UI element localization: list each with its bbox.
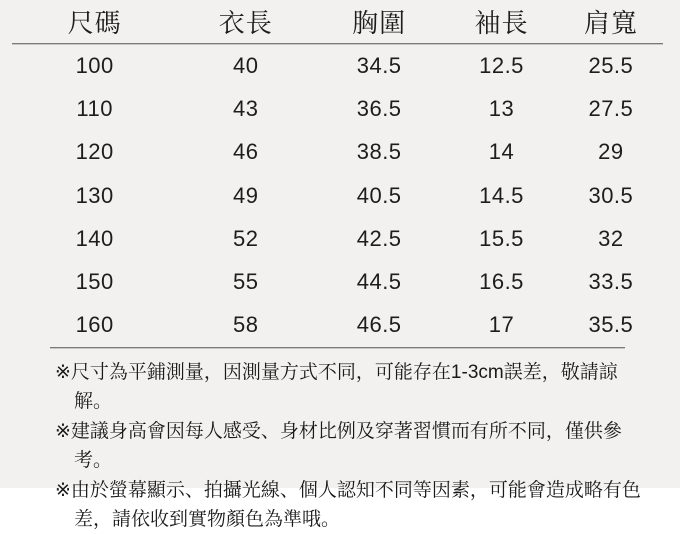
- table-row: [12, 260, 663, 303]
- cell-sleeve: 14: [488, 139, 515, 165]
- column-header-size: 尺碼: [67, 8, 122, 38]
- table-row: [12, 87, 663, 130]
- cell-shoulder: 35.5: [588, 312, 634, 338]
- cell-sleeve: 12.5: [479, 52, 524, 78]
- cell-size: 160: [75, 312, 114, 338]
- cell-shoulder: 25.5: [588, 52, 634, 78]
- cell-chest: 36.5: [356, 95, 402, 121]
- cell-sleeve: 14.5: [479, 182, 524, 208]
- table-row: [12, 304, 663, 347]
- column-header-length: 衣長: [218, 8, 273, 38]
- table-row: [12, 44, 663, 87]
- table-header-row: [12, 0, 663, 43]
- cell-chest: 34.5: [356, 52, 402, 78]
- column-header-shoulder: 肩寬: [583, 8, 638, 38]
- footer-divider-line: [50, 347, 625, 348]
- cell-length: 43: [232, 95, 259, 121]
- cell-chest: 42.5: [356, 225, 402, 251]
- note-color-difference: ※由於螢幕顯示、拍攝光線、個人認知不同等因素，可能會造成略有色差，請依收到實物顏色為準哦。: [55, 480, 641, 531]
- cell-size: 110: [76, 95, 113, 121]
- table-row: [12, 217, 663, 260]
- size-chart-table: [12, 0, 663, 43]
- cell-chest: 40.5: [356, 182, 402, 208]
- note-height-reference: ※建議身高會因每人感受、身材比例及穿著習慣而有所不同，僅供參考。: [55, 421, 622, 472]
- cell-shoulder: 27.5: [588, 95, 634, 121]
- table-row: [12, 131, 663, 174]
- cell-shoulder: 32: [598, 225, 624, 251]
- measurement-notes: [55, 358, 655, 534]
- cell-chest: 38.5: [356, 139, 402, 165]
- size-chart-table-body: [12, 44, 663, 347]
- cell-length: 46: [232, 139, 259, 165]
- cell-sleeve: 13: [488, 95, 515, 121]
- column-header-sleeve: 袖長: [474, 8, 529, 38]
- column-header-chest: 胸圍: [352, 8, 407, 38]
- note-measurement-tolerance: ※尺寸為平鋪測量，因測量方式不同，可能存在1-3cm誤差，敬請諒解。: [55, 362, 618, 413]
- cell-size: 120: [75, 139, 114, 165]
- cell-size: 130: [75, 182, 114, 208]
- cell-length: 52: [232, 225, 259, 251]
- cell-sleeve: 16.5: [479, 269, 524, 295]
- cell-length: 55: [232, 269, 259, 295]
- cell-length: 49: [232, 182, 259, 208]
- table-row: [12, 174, 663, 217]
- cell-chest: 46.5: [356, 312, 402, 338]
- cell-shoulder: 33.5: [588, 269, 634, 295]
- cell-size: 140: [75, 225, 114, 251]
- cell-shoulder: 30.5: [588, 182, 634, 208]
- cell-size: 100: [75, 52, 114, 78]
- cell-sleeve: 17: [488, 312, 515, 338]
- cell-sleeve: 15.5: [479, 225, 524, 251]
- cell-size: 150: [75, 269, 114, 295]
- cell-length: 40: [232, 52, 259, 78]
- cell-length: 58: [232, 312, 259, 338]
- cell-chest: 44.5: [356, 269, 402, 295]
- cell-shoulder: 29: [598, 139, 624, 165]
